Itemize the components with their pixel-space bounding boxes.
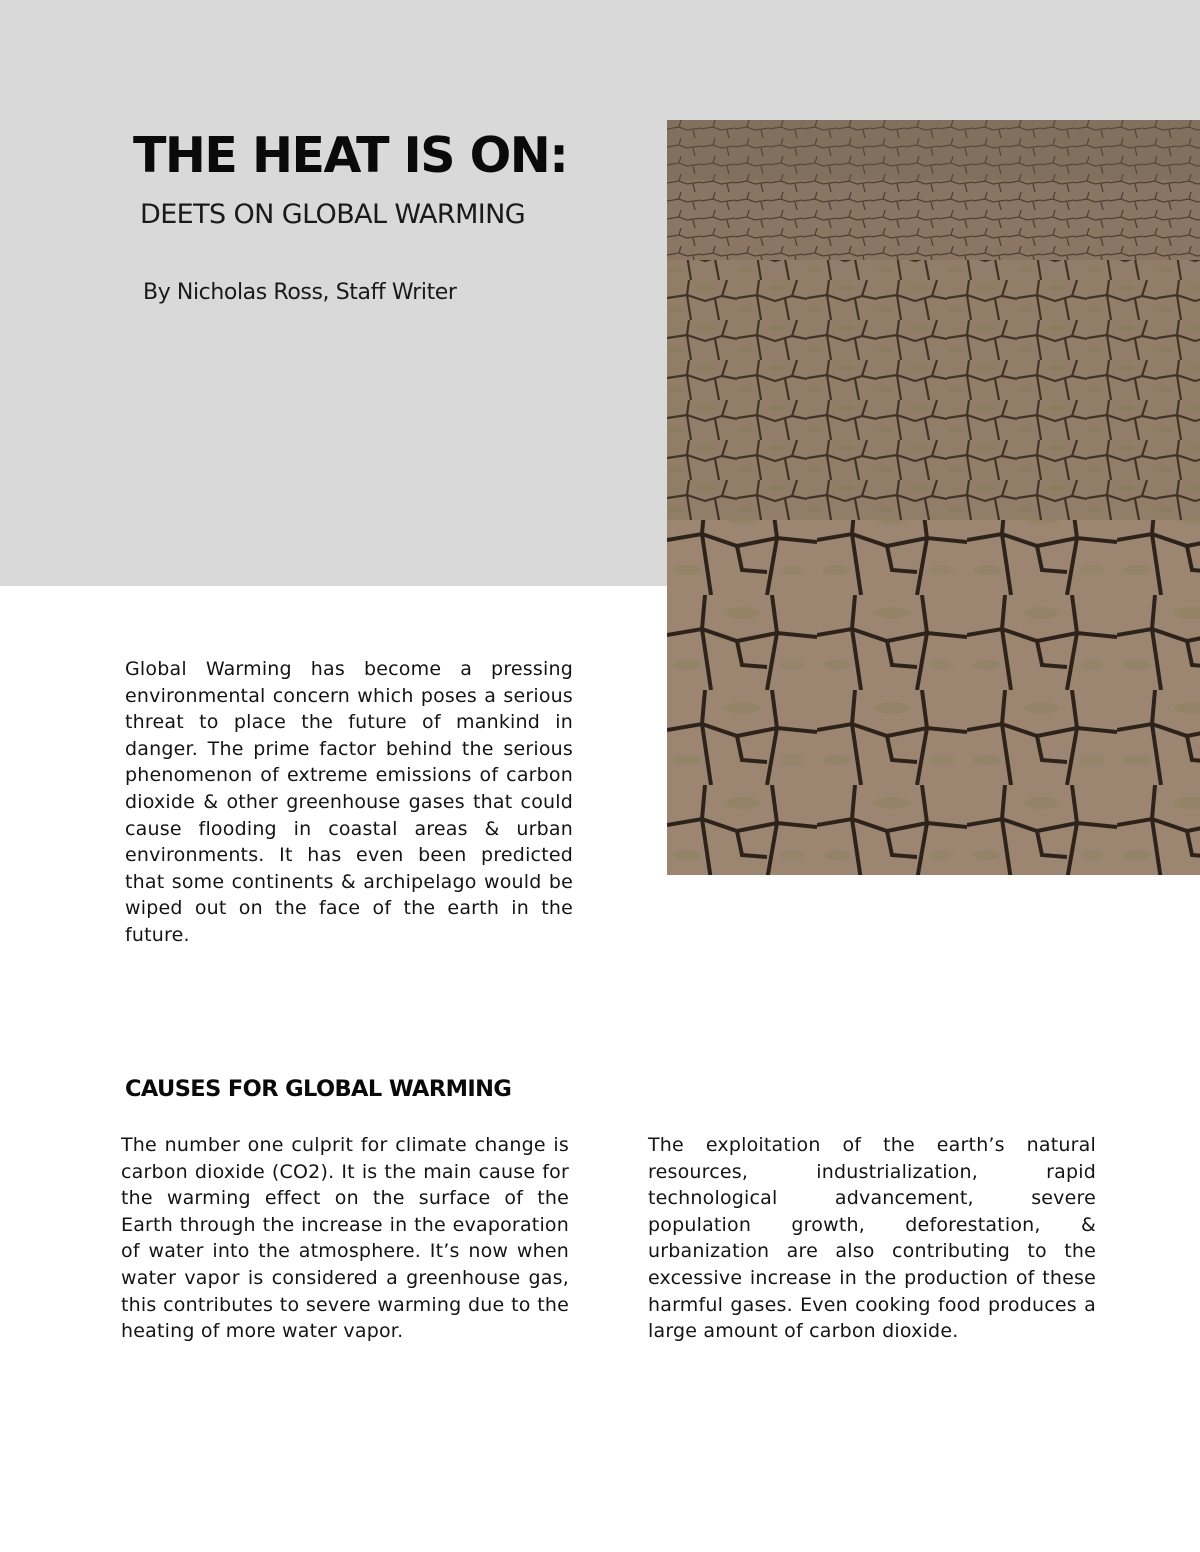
byline: By Nicholas Ross, Staff Writer: [143, 280, 457, 305]
intro-paragraph: Global Warming has become a pressing environmental concern which poses a serious threat to place the future of mankind in danger. The prime factor behind the serious phenomenon of extreme emissions of carbon dioxide & other greenhouse gases that could cause flooding in coastal areas & urban environments. It has even been predicted that some continents & archipelago would be wiped out on the face of the earth in the future.: [125, 658, 573, 946]
section-heading-causes: CAUSES FOR GLOBAL WARMING: [125, 1076, 512, 1102]
page-subtitle: DEETS ON GLOBAL WARMING: [140, 199, 526, 230]
page-title: THE HEAT IS ON:: [133, 127, 568, 184]
cracked-earth-photo: [667, 120, 1200, 875]
causes-right-paragraph: The exploitation of the earth’s natural resources, industrialization, rapid technological advancement, severe population growth, deforestation, & urbanization are also contributing to the excessive increase in the production of these harmful gases. Even cooking food produces a large amount of carbon dioxide.: [648, 1134, 1096, 1343]
causes-left-paragraph: The number one culprit for climate change is carbon dioxide (CO2). It is the main cause for the warming effect on the surface of the Earth through the increase in the evaporation of water into the atmosphere. It’s now when water vapor is considered a greenhouse gas, this contributes to severe warming due to the heating of more water vapor.: [121, 1134, 569, 1343]
